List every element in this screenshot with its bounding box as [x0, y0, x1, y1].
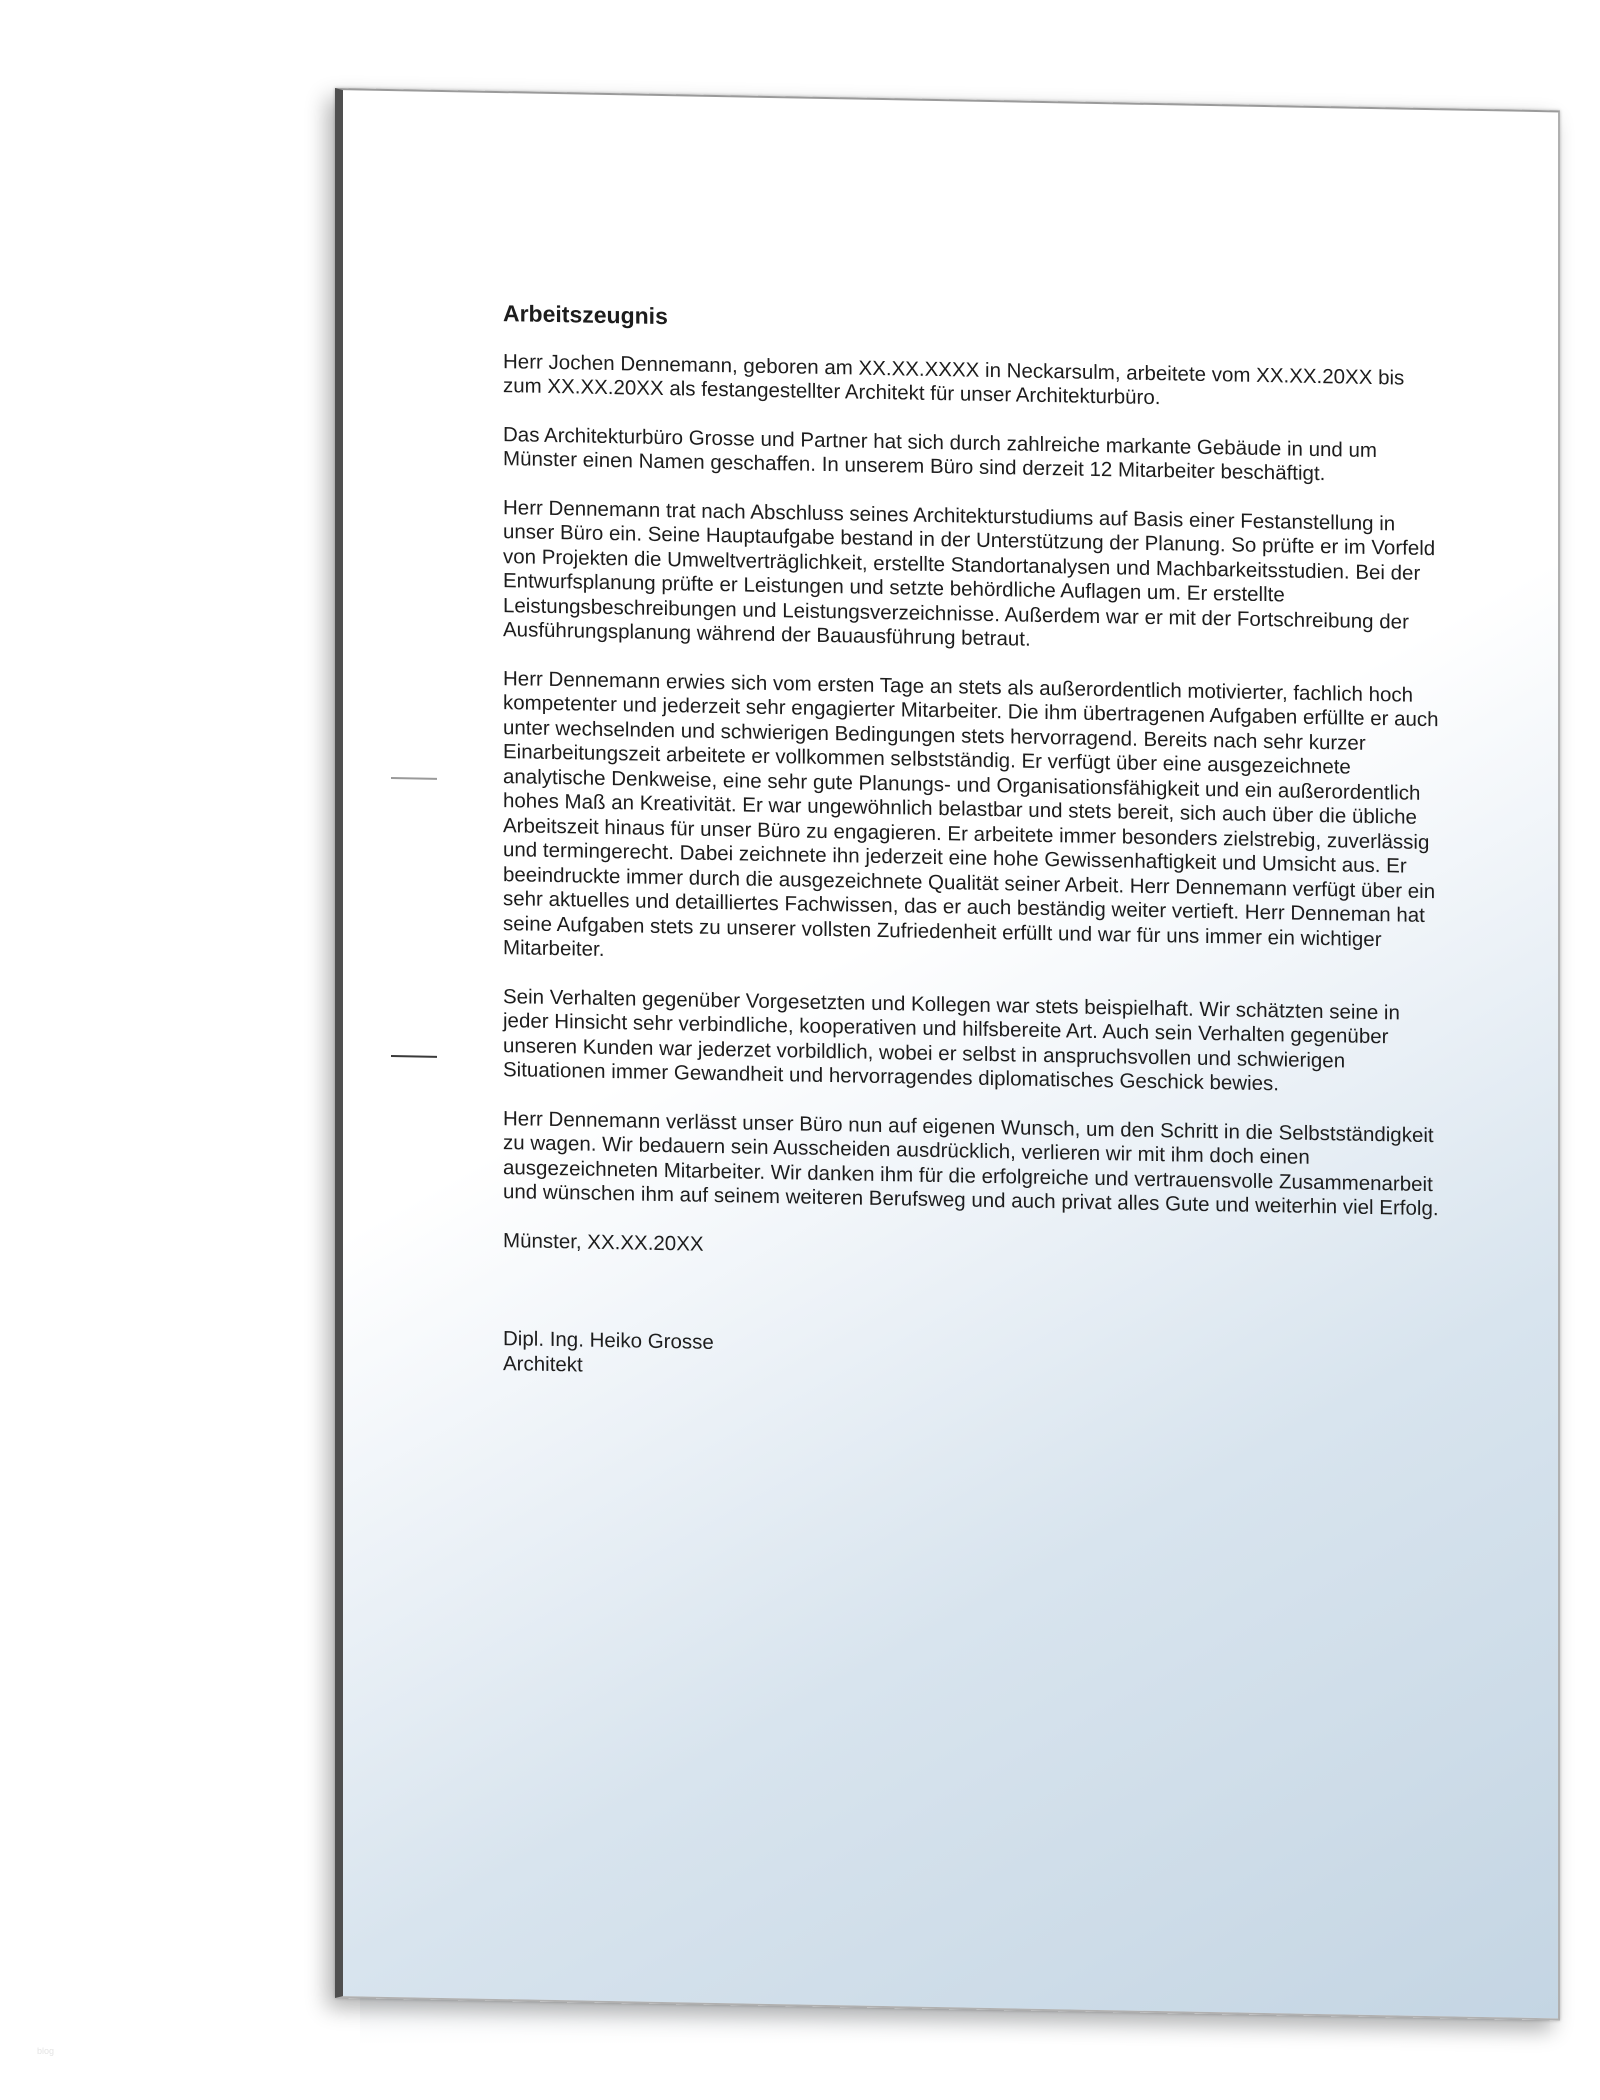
paragraph-performance: Herr Dennemann erwies sich vom ersten Tage an stets als außerordentlich motivierter, fachlich hoch kompetenter und jederzeit sehr engagierter Mitarbeiter. Die ihm übertragenen Aufgaben erfüllte er auch unter wechselnden und schwierigen Bedingungen stets hervorragend. Bereits nach sehr kurzer Einarbeitungszeit arbeitete er vollkommen selbstständig. Er verfügt über eine ausgezeichnete analytische Denkweise, eine sehr gute Planungs- und Organisationsfähigkeit und ein außerordentlich hohes Maß an Kreativität. Er war ungewöhnlich belastbar und stets bereit, sich auch über die übliche Arbeitszeit hinaus für unser Büro zu engagieren. Er arbeitete immer besonders zielstrebig, zuverlässig und termingerecht. Dabei zeichnete ihn jederzeit eine hohe Gewissenhaftigkeit und Umsicht aus. Er beeindruckte immer durch die ausgezeichnete Qualität seiner Arbeit. Herr Dennemann verfügt über ein sehr aktuelles und detailliertes Fachwissen, das er auch beständig weiter vertieft. Herr Denneman hat seine Aufgaben stets zu unserer vollsten Zufriedenheit erfüllt und war für uns immer ein wichtiger Mitarbeiter. [503, 666, 1439, 961]
paragraph-company-description: Das Architekturbüro Grosse und Partner hat sich durch zahlreiche markante Gebäude in und um Münster einen Namen geschaffen. In unserem Büro sind derzeit 12 Mitarbeiter beschäftigt. [503, 422, 1377, 486]
fold-mark [391, 777, 437, 780]
paragraph-closing: Herr Dennemann verlässt unser Büro nun auf eigenen Wunsch, um den Schritt in die Selbstständigkeit zu wagen. Wir bedauern sein Ausscheiden ausdrücklich, verlieren wir mit ihm doch einen ausgezeichneten Mitarbeiter. Wir danken ihm für die erfolgreiche und vertrauensvolle Zusammenarbeit und wünschen ihm auf seinem weiteren Berufsweg und auch privat alles Gute und weiterhin viel Erfolg. [503, 1106, 1439, 1221]
paragraph-employment-period: Herr Jochen Dennemann, geboren am XX.XX.XXXX in Neckarsulm, arbeitete vom XX.XX.20XX bis zum XX.XX.20XX als festangestellter Architekt für unser Architekturbüro. [503, 349, 1405, 410]
watermark-text: blog [37, 2046, 55, 2056]
signatory-role: Architekt [503, 1351, 583, 1377]
signatory-name: Dipl. Ing. Heiko Grosse [503, 1327, 714, 1354]
document-page-wrapper [335, 88, 1560, 2020]
document-page [335, 88, 1560, 2020]
place-and-date: Münster, XX.XX.20XX [503, 1228, 704, 1256]
document-title: Arbeitszeugnis [503, 300, 668, 330]
letter-content [503, 301, 1443, 1393]
paragraph-duties: Herr Dennemann trat nach Abschluss seines Architekturstudiums auf Basis einer Festanstellung in unser Büro ein. Seine Hauptaufgabe bestand in der Unterstützung der Planung. So prüfte er im Vorfeld von Projekten die Umweltverträglichkeit, erstellte Standortanalysen und Machbarkeitsstudien. Bei der Entwurfsplanung prüfte er Leistungen und setzte behördliche Auflagen um. Er erstellte Leistungsbeschreibungen und Leistungsverzeichnisse. Außerdem war er mit der Fortschreibung der Ausführungsplanung während der Bauausführung betraut. [503, 495, 1436, 651]
paragraph-conduct: Sein Verhalten gegenüber Vorgesetzten und Kollegen war stets beispielhaft. Wir schätzten seine in jeder Hinsicht sehr verbindliche, kooperativen und hilfsbereite Art. Auch sein Verhalten gegenüber unseren Kunden war jederzet vorbildlich, wobei er selbst in anspruchsvollen und schwierigen Situationen immer Gewandheit und hervorragendes diplomatisches Geschick bewies. [503, 984, 1400, 1096]
signature-block [503, 1327, 1443, 1393]
punch-mark [391, 1055, 437, 1058]
